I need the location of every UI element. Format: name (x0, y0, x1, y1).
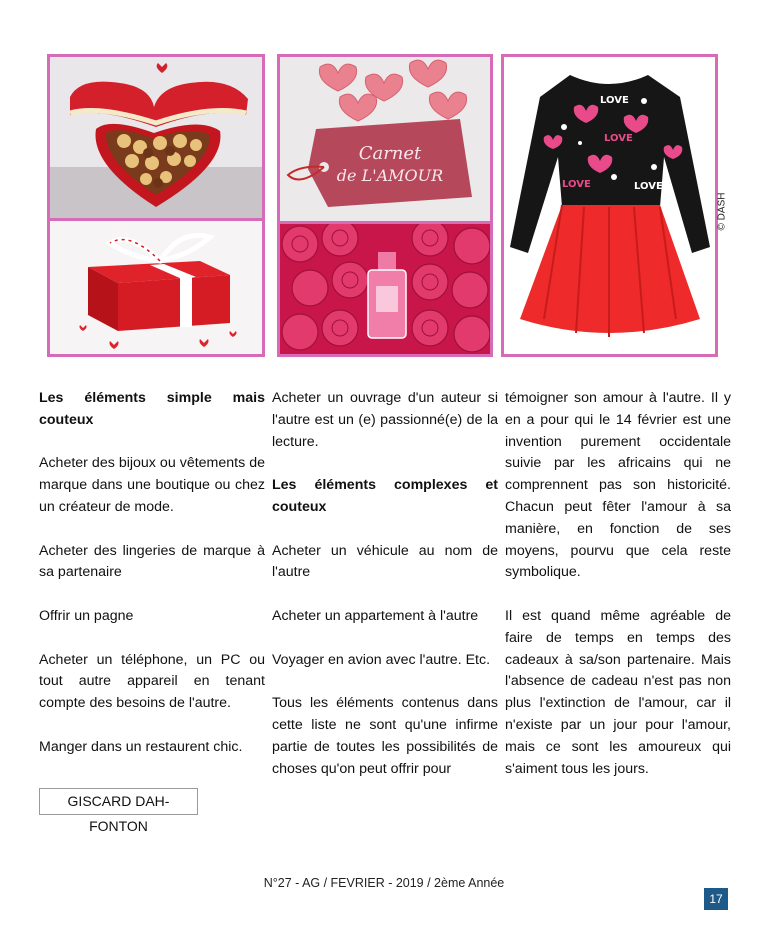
issue-footer: N°27 - AG / FEVRIER - 2019 / 2ème Année (263, 876, 505, 890)
col3-paragraph-2: Il est quand même agréable de faire de temps en temps des cadeaux à sa/son partenaire. Mais l'absence de cadeau n'est pas non plus l'extinction de l'amour, car il n'existe par un jour pour l'amour, mais ce sont les amoureux qui s'aiment tous les jours. (505, 607, 731, 777)
col1-paragraph-4: Acheter un téléphone, un PC ou tout autre appareil en tenant compte des besoins de l'autre. (39, 651, 265, 712)
col1-paragraph-2: Acheter des lingeries de marque à sa partenaire (39, 542, 265, 581)
col1-paragraph-5: Manger dans un restaurent chic. (39, 738, 243, 755)
carnet-tag-image (280, 57, 490, 221)
col3-paragraph-1: témoigner son amour à l'autre. Il y en a pour qui le 14 février est une invention purement occidentale suivie par les africains qui ne comprennent pas son historicité. Chacun peut fêter l'amour à sa manière, en fonction de ses moyens, pourvu que cela reste symbolique. (505, 390, 731, 581)
svg-text:LOVE: LOVE (562, 179, 591, 190)
author-byline: GISCARD DAH-FONTON (39, 788, 198, 815)
love-dress-photo (501, 54, 718, 357)
col2-paragraph-3: Acheter un appartement à l'autre (272, 607, 479, 624)
col2-paragraph-1: Acheter un ouvrage d'un auteur si l'autre est un (e) passionné(e) de la lecture. (272, 390, 498, 450)
love-dress-image (504, 57, 715, 354)
perfume-roses-photo (277, 221, 493, 357)
red-gift-box-photo (47, 218, 265, 357)
red-gift-box-image (50, 221, 262, 354)
tag-text-line1: Carnet (358, 143, 422, 164)
col2-paragraph-4: Voyager en avion avec l'autre. Etc. (272, 651, 491, 668)
svg-text:LOVE: LOVE (600, 95, 629, 106)
svg-text:LOVE: LOVE (604, 133, 633, 144)
col1-paragraph-3: Offrir un pagne (39, 607, 134, 624)
col1-paragraph-1: Acheter des bijoux ou vêtements de marque dans une boutique ou chez un créateur de mode. (39, 455, 265, 515)
section-heading-complex: Les éléments complexes et couteux (272, 477, 498, 515)
section-heading-simple: Les éléments simple mais couteux (39, 390, 265, 428)
photo-credit: © DASH (716, 192, 728, 231)
perfume-roses-image (280, 224, 490, 354)
column-2 (272, 388, 498, 780)
tag-text-line2: de L'AMOUR (336, 166, 444, 185)
carnet-tag-photo (277, 54, 493, 224)
page-number-badge: 17 (704, 888, 728, 910)
svg-text:LOVE: LOVE (634, 181, 663, 192)
chocolate-heart-box-photo (47, 54, 265, 221)
chocolate-heart-box-image (50, 57, 262, 218)
column-3 (505, 388, 731, 802)
column-1 (39, 388, 265, 780)
col2-paragraph-2: Acheter un véhicule au nom de l'autre (272, 542, 498, 581)
col2-paragraph-5: Tous les éléments contenus dans cette liste ne sont qu'une infirme partie de toutes les possibilités de choses qu'on peut offrir pour (272, 695, 498, 777)
